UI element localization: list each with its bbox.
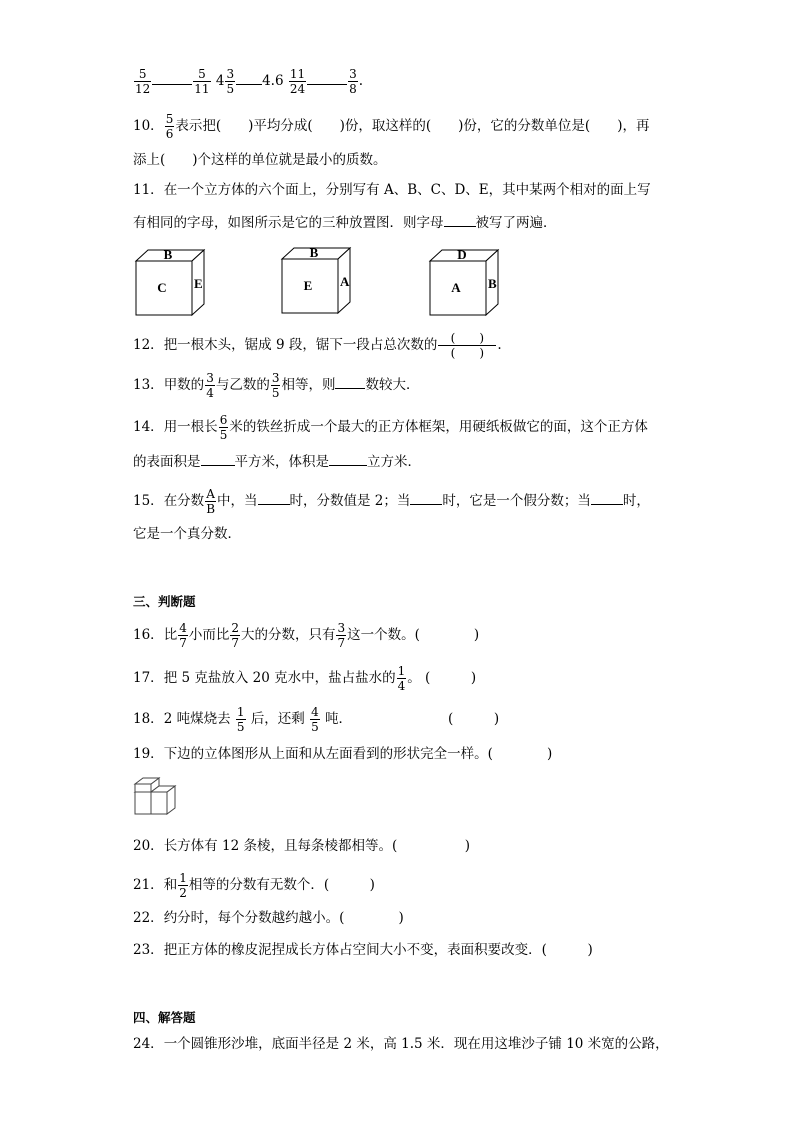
cube-side-label: E <box>194 276 203 291</box>
q18: 18．2 吨煤烧去 $\frac{1}{5}$ 后，还剩 $\frac{4}{5}$ 吨． ( ) <box>133 705 500 734</box>
fraction: $\frac{4}{7}$ <box>179 621 187 650</box>
fraction: $\frac{5}{12}$ <box>135 67 151 96</box>
fraction: $\frac{A}{B}$ <box>206 487 216 516</box>
answer-blank[interactable] <box>201 465 235 466</box>
q12: 12．把一根木头，锯成 9 段，锯下一段占总次数的 $\frac{( )}{( )}$ . <box>133 331 502 360</box>
fraction: $\frac{11}{24}$ <box>289 67 306 96</box>
answer-blank[interactable] <box>410 504 442 505</box>
fraction: $\frac{3}{5}$ <box>271 371 280 400</box>
section-heading-judgement: 三、判断题 <box>133 594 196 609</box>
answer-blank[interactable] <box>307 84 347 85</box>
cube-figure-1 <box>132 246 212 318</box>
section-heading-solutions: 四、解答题 <box>133 1010 196 1025</box>
answer-blank[interactable] <box>444 226 476 227</box>
answer-blank[interactable] <box>236 84 262 85</box>
fraction: $\frac{2}{7}$ <box>231 621 239 650</box>
cube-front-label: A <box>451 280 461 295</box>
answer-blank[interactable] <box>329 465 367 466</box>
block-figure <box>133 776 185 818</box>
fraction: $\frac{5}{11}$ <box>194 67 210 96</box>
answer-fraction[interactable]: $\frac{( )}{( )}$ <box>438 332 496 359</box>
fraction: $\frac{1}{2}$ <box>179 871 187 900</box>
fraction: $\frac{5}{6}$ <box>165 112 174 141</box>
answer-blank[interactable] <box>152 84 192 85</box>
q20: 20．长方体有 12 条棱，且每条棱都相等。( ) <box>133 838 470 854</box>
q11-cont: 有相同的字母，如图所示是它的三种放置图．则字母 被写了两遍． <box>133 215 557 231</box>
fraction: $\frac{1}{4}$ <box>397 664 406 693</box>
cube-side-label: B <box>488 276 497 291</box>
answer-blank[interactable] <box>591 504 623 505</box>
fraction: $\frac{3}{5}$ <box>226 67 235 96</box>
q21: 21．和 $\frac{1}{2}$ 相等的分数有无数个．( ) <box>133 871 375 900</box>
q15-cont: 它是一个真分数． <box>133 526 241 542</box>
cube-figure-2 <box>278 244 358 316</box>
answer-blank[interactable] <box>258 504 290 505</box>
cube-side-label: A <box>340 274 350 289</box>
q16: 16．比 $\frac{4}{7}$ 小而比 $\frac{2}{7}$ 大的分数，只有 $\frac{3}{7}$ 这一个数。( ) <box>133 621 480 650</box>
q14: 14．用一根长 $\frac{6}{5}$ 米的铁丝折成一个最大的正方体框架，用硬纸板做它的面，这个正方体 <box>133 413 648 442</box>
q19: 19．下边的立体图形从上面和从左面看到的形状完全一样。( ) <box>133 746 553 762</box>
q23: 23．把正方体的橡皮泥捏成长方体占空间大小不变，表面积要改变．( ) <box>133 942 593 958</box>
cube-front-label: C <box>157 280 167 295</box>
cube-top-label: D <box>457 247 467 262</box>
cube-top-label: B <box>163 247 173 262</box>
fraction: $\frac{1}{5}$ <box>236 705 245 734</box>
q14-cont: 的表面积是 平方米，体积是 立方米． <box>133 454 421 470</box>
q10-cont: 添上( )个这样的单位就是最小的质数。 <box>133 152 387 168</box>
q17: 17．把 5 克盐放入 20 克水中，盐占盐水的 $\frac{1}{4}$ 。 ( ) <box>133 664 477 693</box>
q22: 22．约分时，每个分数越约越小。( ) <box>133 910 404 926</box>
fraction: $\frac{6}{5}$ <box>219 413 228 442</box>
q10: 10． $\frac{5}{6}$ 表示把( )平均分成( )份，取这样的( )份，它的分数单位是( )，再 <box>133 112 650 141</box>
cube-top-label: B <box>309 245 319 260</box>
q24: 24．一个圆锥形沙堆，底面半径是 2 米，高 1.5 米．现在用这堆沙子铺 10 米宽的公路， <box>133 1036 669 1052</box>
q13: 13．甲数的 $\frac{3}{4}$ 与乙数的 $\frac{3}{5}$ 相等，则 数较大． <box>133 371 420 400</box>
cube-figure-3 <box>426 246 506 318</box>
fraction: $\frac{3}{4}$ <box>206 371 214 400</box>
q15: 15．在分数 $\frac{A}{B}$ 中，当 时，分数值是 2；当 时，它是一个假分数；当 时， <box>133 487 650 516</box>
q9-row: $\frac{5}{12}$ $\frac{5}{11}$ 4 $\frac{3}{5}$ 4.6 $\frac{11}{24}$ $\frac{3}{8}$ . <box>135 67 364 96</box>
answer-blank[interactable] <box>335 388 365 389</box>
cube-front-label: E <box>303 278 313 293</box>
fraction: $\frac{4}{5}$ <box>311 705 319 734</box>
fraction: $\frac{3}{7}$ <box>337 621 346 650</box>
q11: 11．在一个立方体的六个面上，分别写有 A、B、C、D、E，其中某两个相对的面上写 <box>133 182 651 198</box>
fraction: $\frac{3}{8}$ <box>349 67 357 96</box>
